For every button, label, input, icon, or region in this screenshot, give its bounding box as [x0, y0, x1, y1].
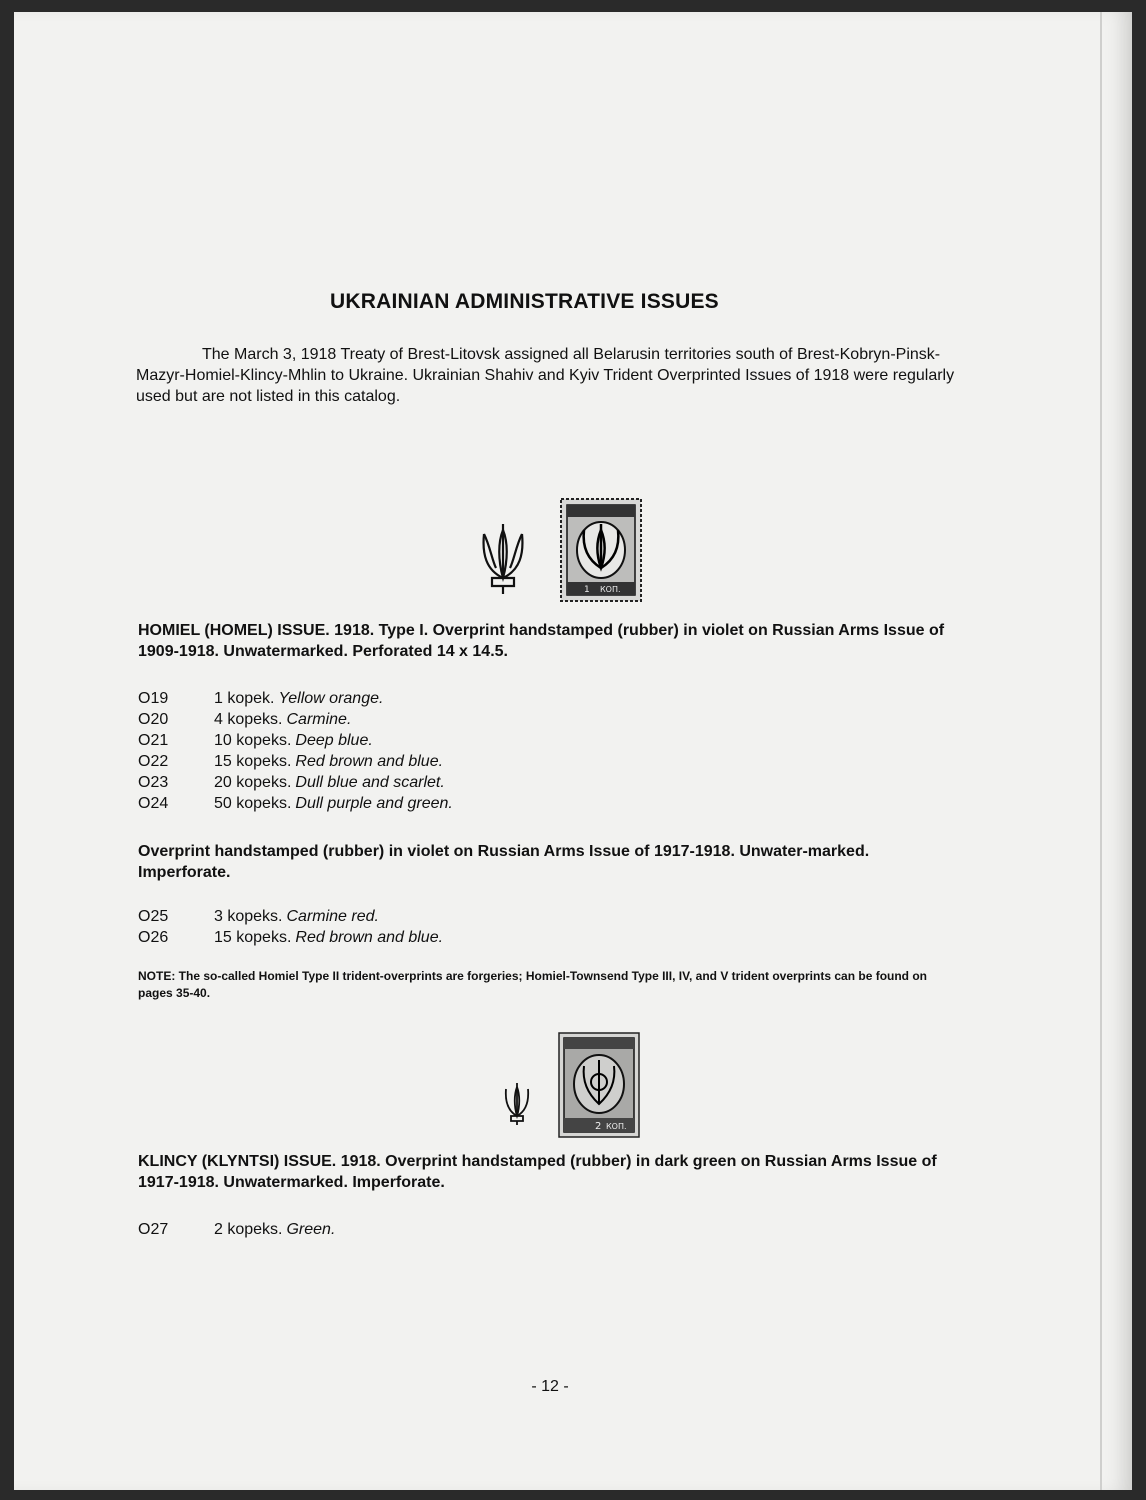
catalog-number: O24 [138, 795, 169, 812]
list-item [138, 751, 738, 772]
denomination: 20 kopeks. [214, 774, 292, 791]
catalog-number: O22 [138, 753, 169, 770]
denomination: 4 kopeks. [214, 711, 283, 728]
denomination: 2 kopeks. [214, 1221, 283, 1238]
homiel-stamp-value: 1 [584, 585, 590, 595]
list-item [138, 906, 738, 927]
list-item [138, 709, 738, 730]
page-title: UKRAINIAN ADMINISTRATIVE ISSUES [330, 290, 719, 313]
list-item [138, 688, 738, 709]
imperforate-issue-heading: Overprint handstamped (rubber) in violet on Russian Arms Issue of 1917-1918. Unwater-marked. Imperforate. [138, 843, 870, 881]
denomination: 3 kopeks. [214, 908, 283, 925]
klincy-issue-heading: KLINCY (KLYNTSI) ISSUE. 1918. Overprint handstamped (rubber) in dark green on Russian Arms Issue of 1917-1918. Unwatermarked. Imperforate. [138, 1153, 937, 1191]
klincy-stamp-caption: КОП. [606, 1122, 627, 1131]
denomination: 50 kopeks. [214, 795, 292, 812]
page-number: - 12 - [531, 1378, 569, 1395]
catalog-number: O19 [138, 690, 169, 707]
list-item [138, 730, 738, 751]
denomination: 1 kopek. [214, 690, 275, 707]
stamp-color: Carmine. [286, 711, 352, 728]
catalog-number: O25 [138, 908, 169, 925]
list-item [138, 793, 738, 814]
stamp-color: Deep blue. [295, 732, 373, 749]
homiel-issue-list [138, 688, 738, 814]
list-item [138, 927, 738, 948]
klincy-stamp-value: 2 [595, 1121, 602, 1132]
catalog-number: O26 [138, 929, 169, 946]
homiel-issue-heading: HOMIEL (HOMEL) ISSUE. 1918. Type I. Overprint handstamped (rubber) in violet on Russian Arms Issue of 1909-1918. Unwatermarked. Perforated 14 x 14.5. [138, 622, 945, 660]
stamp-color: Red brown and blue. [295, 753, 444, 770]
catalog-number: O27 [138, 1221, 169, 1238]
stamp-color: Dull purple and green. [295, 795, 453, 812]
klincy-stamp-image [558, 1032, 640, 1138]
list-item [138, 1219, 738, 1240]
list-item [138, 772, 738, 793]
denomination: 10 kopeks. [214, 732, 292, 749]
klincy-trident-icon [502, 1080, 532, 1126]
klincy-issue-list [138, 1219, 738, 1240]
catalog-number: O23 [138, 774, 169, 791]
denomination: 15 kopeks. [214, 753, 292, 770]
catalog-number: O21 [138, 732, 169, 749]
forgery-note: NOTE: The so-called Homiel Type II trident-overprints are forgeries; Homiel-Townsend Type III, IV, and V trident overprints can be found on pages 35-40. [138, 969, 928, 1000]
stamp-color: Carmine red. [286, 908, 379, 925]
catalog-number: O20 [138, 711, 169, 728]
imperforate-issue-list [138, 906, 738, 948]
stamp-color: Yellow orange. [278, 690, 384, 707]
homiel-stamp-caption: КОП. [600, 585, 621, 594]
intro-paragraph: The March 3, 1918 Treaty of Brest-Litovsk assigned all Belarusin territories south of Brest-Kobryn-Pinsk-Mazyr-Homiel-Klincy-Mhlin to Ukraine. Ukrainian Shahiv and Kyiv Trident Overprinted Issues of 1918 were regularly used but are not listed in this catalog. [136, 346, 955, 405]
homiel-stamp-image [560, 498, 642, 602]
denomination: 15 kopeks. [214, 929, 292, 946]
stamp-color: Dull blue and scarlet. [295, 774, 445, 791]
stamp-color: Green. [286, 1221, 336, 1238]
stamp-color: Red brown and blue. [295, 929, 444, 946]
homiel-trident-icon [478, 520, 528, 596]
page-fold-edge [1100, 12, 1102, 1490]
